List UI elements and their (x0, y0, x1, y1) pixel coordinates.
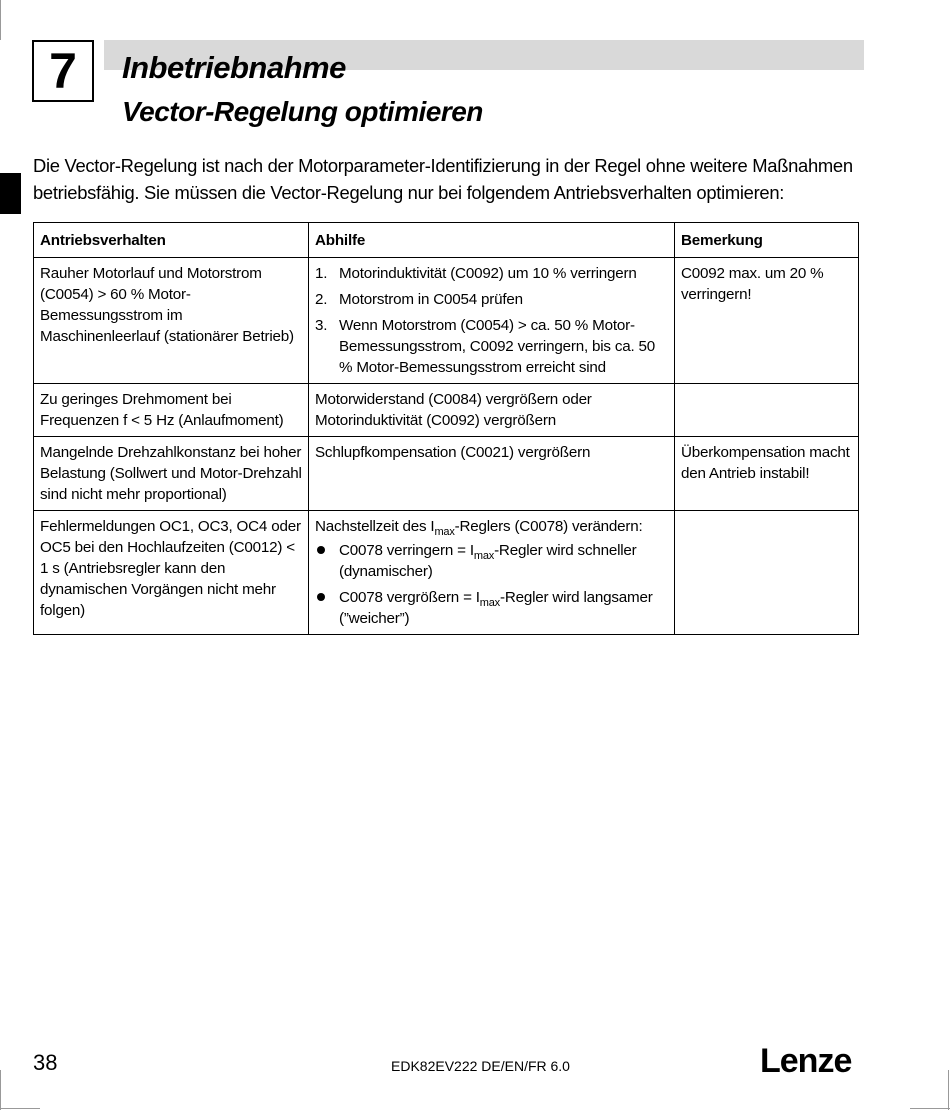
chapter-number: 7 (49, 43, 77, 99)
chapter-title: Inbetriebnahme (122, 50, 346, 85)
cell-note (675, 384, 859, 437)
cell-remedy (309, 258, 675, 384)
crop-mark (0, 1108, 40, 1109)
remedy-intro-text: Nachstellzeit des I (315, 518, 435, 535)
bullet-text: C0078 vergrößern = I (339, 589, 480, 606)
cell-behavior: Fehlermeldungen OC1, OC3, OC4 oder OC5 bei den Hochlaufzeiten (C0012) < 1 s (Antriebsregler kann den dynamischen Vorgängen nicht mehr folgen) (34, 511, 309, 635)
bullet-icon (317, 593, 325, 601)
cell-note (675, 511, 859, 635)
remedy-intro (315, 516, 668, 537)
crop-mark (948, 1070, 949, 1110)
cell-remedy: Motorwiderstand (C0084) vergrößern oder Motorinduktivität (C0092) vergrößern (309, 384, 675, 437)
list-item (315, 263, 668, 284)
document-id: EDK82EV222 DE/EN/FR 6.0 (391, 1058, 570, 1074)
chapter-side-marker (0, 173, 21, 214)
table-row (34, 437, 859, 511)
bullet-text: -Regler wird schneller (dynamischer) (339, 542, 637, 580)
list-item (315, 540, 668, 582)
cell-remedy (309, 511, 675, 635)
header-note: Bemerkung (675, 223, 859, 258)
intro-paragraph: Die Vector-Regelung ist nach der Motorparameter-Identifizierung in der Regel ohne weitere Maßnahmen betriebsfähig. Sie müssen die Vector-Regelung nur bei folgendem Antriebsverhalten optimieren: (33, 155, 853, 203)
lenze-logo: Lenze (760, 1042, 852, 1080)
optimization-table (33, 222, 859, 635)
imax-subscript: max (434, 526, 455, 539)
cell-behavior: Zu geringes Drehmoment bei Frequenzen f < 5 Hz (Anlaufmoment) (34, 384, 309, 437)
cell-note: C0092 max. um 20 % verringern! (675, 258, 859, 384)
bullet-text: -Regler wird langsamer (”weicher”) (339, 589, 653, 627)
header-remedy: Abhilfe (309, 223, 675, 258)
imax-subscript: max (473, 550, 495, 563)
crop-mark (910, 1108, 950, 1109)
table-header-row (34, 223, 859, 258)
crop-mark (0, 1070, 1, 1110)
cell-behavior: Mangelnde Drehzahlkonstanz bei hoher Belastung (Sollwert und Motor-Drehzahl sind nicht mehr proportional) (34, 437, 309, 511)
cell-behavior: Rauher Motorlauf und Motorstrom (C0054) > 60 % Motor-Bemessungsstrom im Maschinenleerlauf (stationärer Betrieb) (34, 258, 309, 384)
table-row (34, 511, 859, 635)
list-item (315, 587, 668, 629)
step-number: 1. (315, 265, 328, 282)
step-text: Motorstrom in C0054 prüfen (339, 291, 523, 308)
list-item (315, 289, 668, 310)
chapter-number-box (32, 40, 94, 102)
list-item (315, 315, 668, 378)
bullet-text: C0078 verringern = I (339, 542, 474, 559)
step-number: 3. (315, 317, 328, 334)
section-title: Vector-Regelung optimieren (122, 96, 483, 127)
remedy-steps-list (315, 263, 668, 378)
header-behavior: Antriebsverhalten (34, 223, 309, 258)
remedy-bullet-list (315, 540, 668, 629)
cell-note: Überkompensation macht den Antrieb instabil! (675, 437, 859, 511)
step-number: 2. (315, 291, 328, 308)
remedy-intro-text: -Reglers (C0078) verändern: (454, 518, 643, 535)
cell-remedy: Schlupfkompensation (C0021) vergrößern (309, 437, 675, 511)
bullet-icon (317, 546, 325, 554)
imax-subscript: max (479, 597, 500, 610)
step-text: Motorinduktivität (C0092) um 10 % verringern (339, 265, 637, 282)
table-row (34, 384, 859, 437)
crop-mark (0, 0, 1, 40)
step-text: Wenn Motorstrom (C0054) > ca. 50 % Motor-Bemessungsstrom, C0092 verringern, bis ca. 50 % Motor-Bemessungsstrom erreicht sind (339, 317, 655, 376)
page-number: 38 (33, 1050, 58, 1075)
table-row (34, 258, 859, 384)
